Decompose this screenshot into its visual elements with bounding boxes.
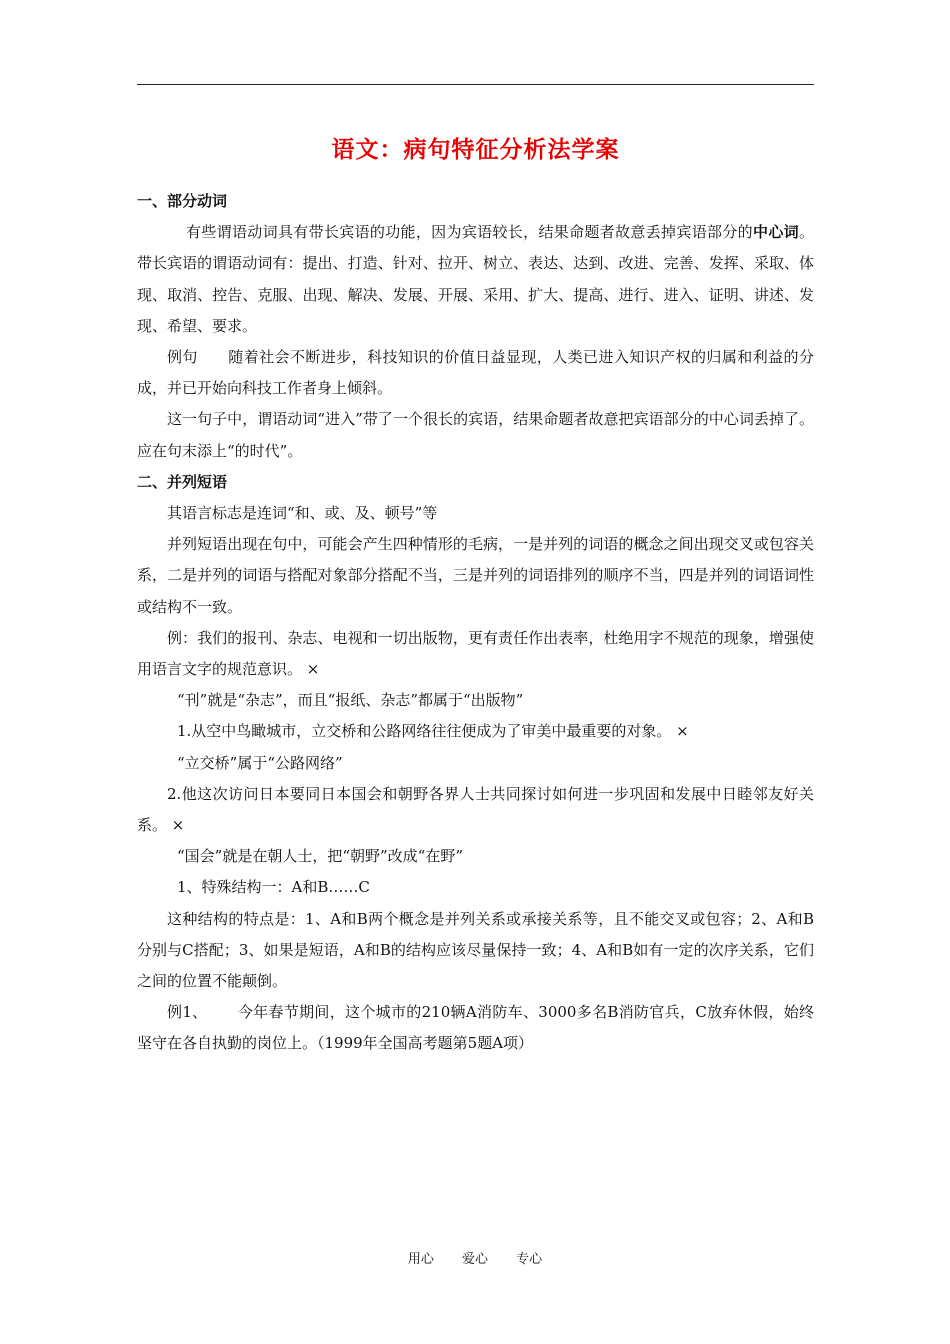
example-paragraph [137,342,814,404]
paragraph: 例：我们的报刊、杂志、电视和一切出版物，更有责任作出表率，杜绝用字不规范的现象，增强使用语言文字的规范意识。 × [137,628,814,679]
page-footer [0,1248,950,1267]
example-label: 例1、 [167,1003,208,1022]
paragraph: 1、特殊结构一：A和B……C [177,878,370,897]
footer-text: 专心 [516,1252,543,1267]
paragraph: “国会”就是在朝人士，把“朝野”改成“在野” [177,847,464,866]
header-rule [137,84,814,85]
footer-text: 爱心 [461,1252,488,1267]
section-heading-1: 一、部分动词 [137,192,228,210]
text-run: 。带长宾语的谓语动词有：提出、打造、针对、拉开、树立、表达、达到、改进、完善、发挥、采取、体现、取消、控告、克服、出现、解决、发展、开展、采用、扩大、提高、进行、进入、证明、讲述、发现、希望、要求。 [137,223,814,335]
example-text: 今年春节期间，这个城市的210辆A消防车、3000多名B消防官兵，C放弃休假，始终坚守在各自执勤的岗位上。（1999年全国高考题第5题A项） [137,1003,815,1053]
paragraph: “刊”就是“杂志”，而且“报纸、杂志”都属于“出版物” [177,691,524,710]
document-body [137,186,814,1060]
paragraph: 2.他这次访问日本要同日本国会和朝野各界人士共同探讨如何进一步巩固和发展中日睦邻友好关系。 × [137,784,814,835]
bold-term: 中心词 [753,223,799,242]
text-run: 有些谓语动词具有带长宾语的功能，因为宾语较长，结果命题者故意丢掉宾语部分的 [186,223,753,242]
example-paragraph [137,997,814,1059]
example-label: 例句 [167,348,198,367]
section-heading-2: 二、并列短语 [137,472,228,491]
paragraph: 其语言标志是连词“和、或、及、顿号”等 [167,504,438,523]
footer-text: 用心 [407,1252,434,1267]
paragraph [137,217,814,342]
paragraph: 这一句子中，谓语动词“进入”带了一个很长的宾语，结果命题者故意把宾语部分的中心词丢掉了。应在句末添上“的时代”。 [137,410,814,460]
paragraph: 并列短语出现在句中，可能会产生四种情形的毛病，一是并列的词语的概念之间出现交叉或包容关系，二是并列的词语与搭配对象部分搭配不当，三是并列的词语排列的顺序不当，四是并列的词语词性或结构不一致。 [137,535,814,616]
paragraph: 1.从空中鸟瞰城市，立交桥和公路网络往往便成为了审美中最重要的对象。 × [177,722,689,741]
document-title: 语文：病句特征分析法学案 [331,137,620,163]
paragraph: 这种结构的特点是：1、A和B两个概念是并列关系或承接关系等，且不能交叉或包容；2、A和B分别与C搭配；3、如果是短语，A和B的结构应该尽量保持一致；4、A和B如有一定的次序关系，它们之间的位置不能颠倒。 [137,909,814,991]
example-text: 随着社会不断进步，科技知识的价值日益显现，人类已进入知识产权的归属和利益的分成，并已开始向科技工作者身上倾斜。 [137,348,814,398]
paragraph: “立交桥”属于“公路网络” [177,753,343,772]
